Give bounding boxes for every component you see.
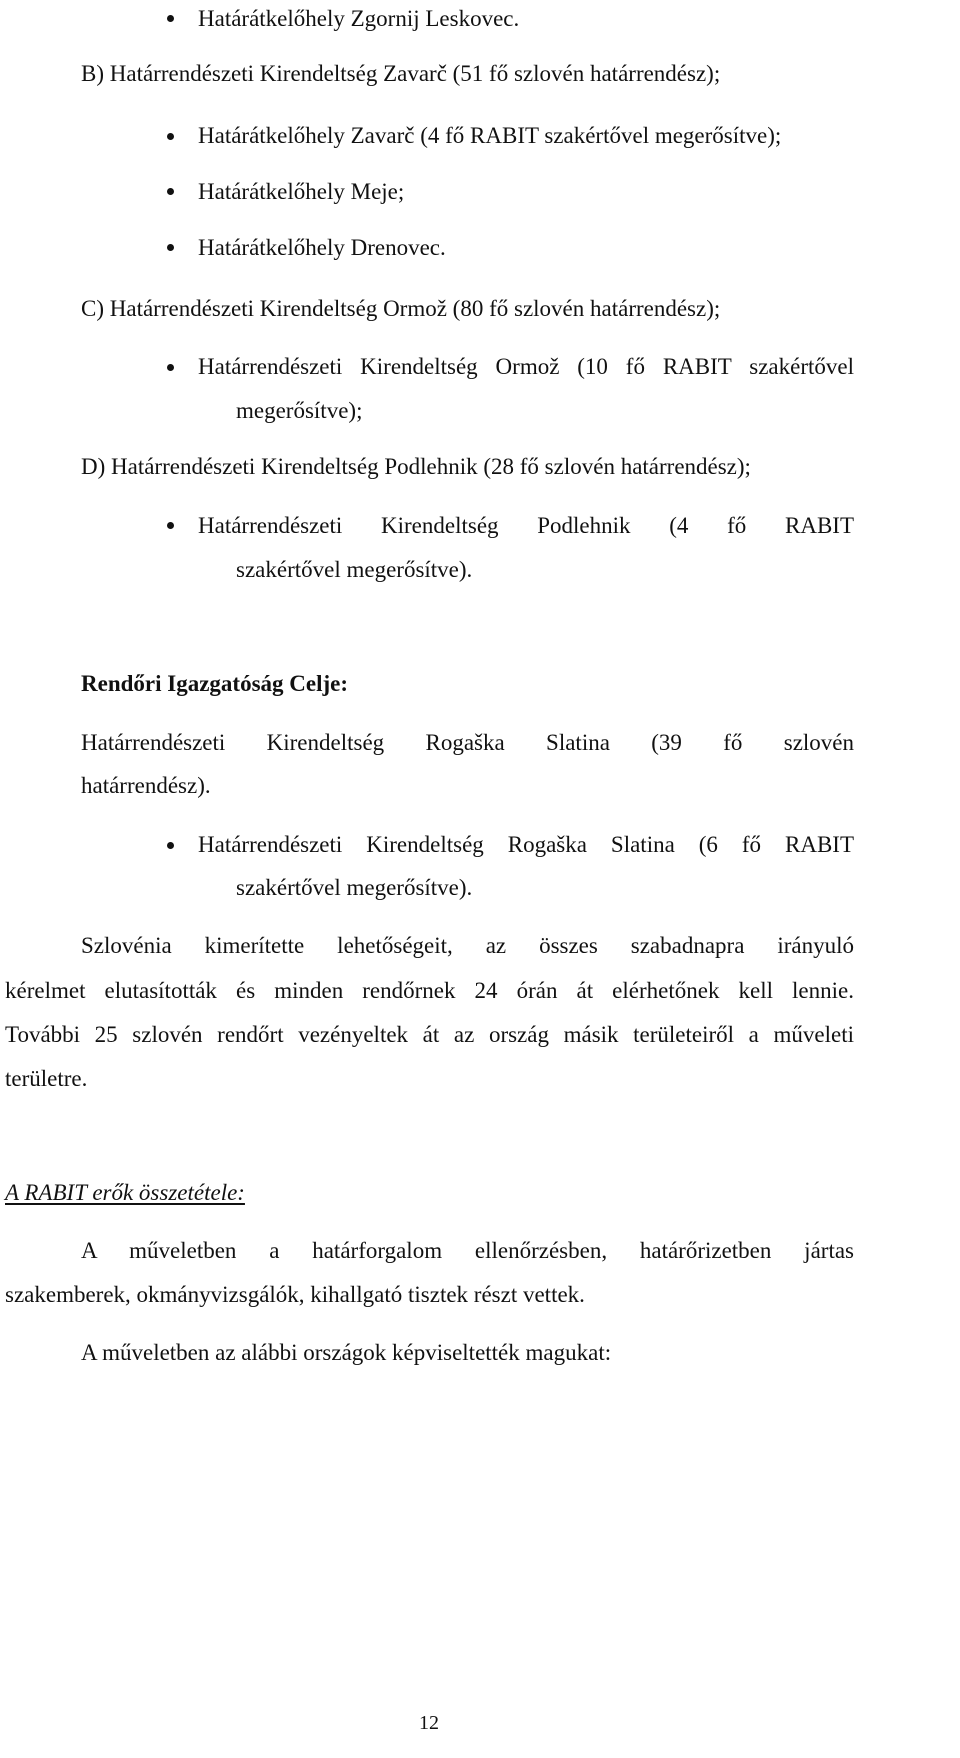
bullet-dot — [167, 244, 174, 251]
bullet-dot — [167, 364, 174, 371]
paragraph1-line4: területre. — [5, 1066, 88, 1091]
section-d: D) Határrendészeti Kirendeltség Podlehnik (28 fő szlovén határrendész); — [81, 454, 751, 479]
bullet-dot — [167, 188, 174, 195]
page-number: 12 — [419, 1712, 439, 1734]
bullet-dot — [167, 842, 174, 849]
rabit-line2: szakemberek, okmányvizsgálók, kihallgató tisztek részt vettek. — [5, 1282, 585, 1307]
section-c: C) Határrendészeti Kirendeltség Ormož (80 fő szlovén határrendész); — [81, 296, 721, 321]
celje-heading: Rendőri Igazgatóság Celje: — [81, 671, 349, 696]
bullet-zavarc-rabit: Határátkelőhely Zavarč (4 fő RABIT szakértővel megerősítve); — [198, 123, 782, 148]
rabit-line1: A műveletben a határforgalom ellenőrzésben, határőrizetben jártas — [81, 1238, 854, 1263]
paragraph1-line3: További 25 szlovén rendőrt vezényeltek át az ország másik területeiről a műveleti — [5, 1022, 854, 1047]
paragraph1-line2: kérelmet elutasították és minden rendőrnek 24 órán át elérhetőnek kell lennie. — [5, 978, 854, 1003]
paragraph1-line1: Szlovénia kimerítette lehetőségeit, az összes szabadnapra irányuló — [81, 933, 854, 958]
bullet-ormoz-rabit-line1: Határrendészeti Kirendeltség Ormož (10 fő RABIT szakértővel — [198, 354, 854, 379]
bullet-drenovec: Határátkelőhely Drenovec. — [198, 235, 446, 260]
rabit-heading: A RABIT erők összetétele: — [5, 1180, 245, 1205]
rabit-line3: A műveletben az alábbi országok képviseltették magukat: — [81, 1340, 612, 1365]
bullet-zgornij: Határátkelőhely Zgornij Leskovec. — [198, 6, 520, 31]
celje-line1: Határrendészeti Kirendeltség Rogaška Slatina (39 fő szlovén — [81, 730, 854, 755]
bullet-podlehnik-rabit-line1: Határrendészeti Kirendeltség Podlehnik (4 fő RABIT — [198, 513, 854, 538]
section-b: B) Határrendészeti Kirendeltség Zavarč (51 fő szlovén határrendész); — [81, 61, 721, 86]
bullet-rogaska-rabit-line2: szakértővel megerősítve). — [236, 875, 473, 900]
bullet-rogaska-rabit-line1: Határrendészeti Kirendeltség Rogaška Slatina (6 fő RABIT — [198, 832, 854, 857]
celje-line2: határrendész). — [81, 773, 211, 798]
bullet-podlehnik-rabit-line2: szakértővel megerősítve). — [236, 557, 473, 582]
bullet-dot — [167, 133, 174, 140]
bullet-dot — [167, 15, 174, 22]
bullet-meje: Határátkelőhely Meje; — [198, 179, 405, 204]
bullet-dot — [167, 522, 174, 529]
bullet-ormoz-rabit-line2: megerősítve); — [236, 398, 363, 423]
